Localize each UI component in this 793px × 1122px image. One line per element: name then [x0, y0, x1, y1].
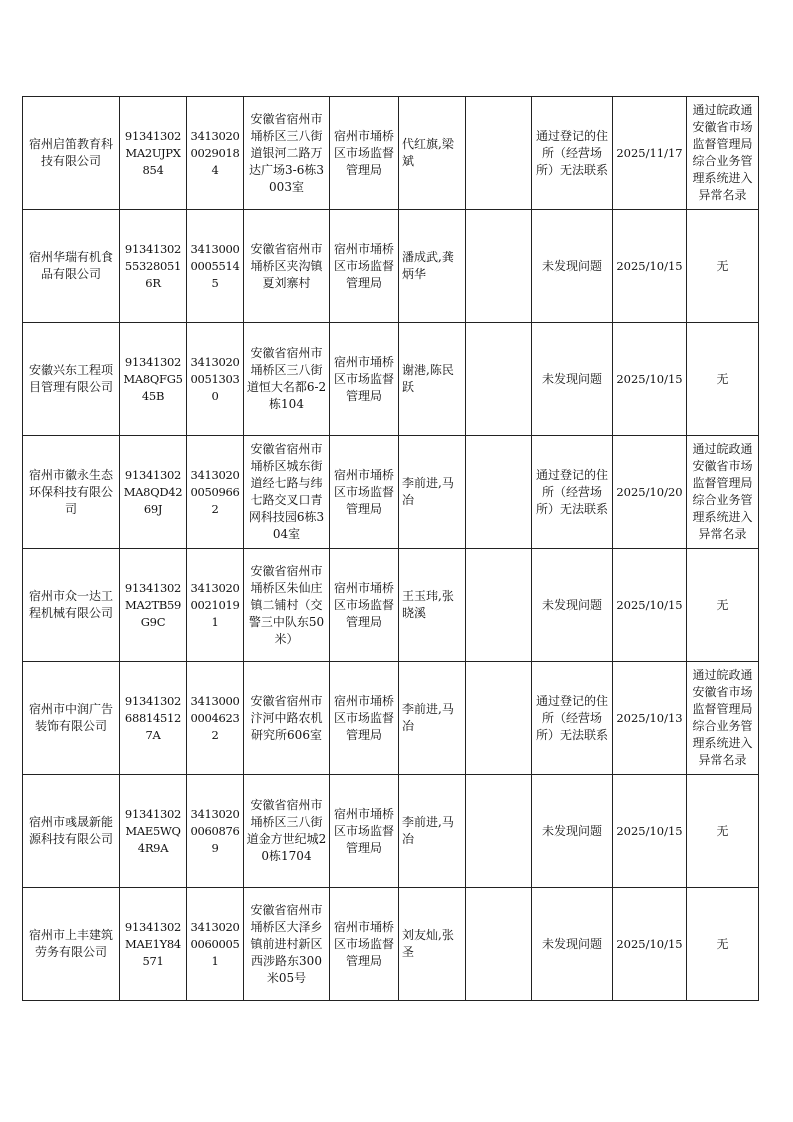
result-cell: 未发现问题	[532, 210, 613, 323]
date-cell: 2025/10/15	[613, 210, 687, 323]
inspectors-cell: 谢港,陈民跃	[399, 323, 466, 436]
inspectors-cell: 潘成武,龚炳华	[399, 210, 466, 323]
company-name-cell: 宿州市彧晟新能源科技有限公司	[23, 775, 120, 888]
credit-code-cell: 91341302MAE5WQ4R9A	[120, 775, 187, 888]
action-cell: 通过皖政通安徽省市场监督管理局综合业务管理系统进入异常名录	[687, 97, 759, 210]
result-cell: 未发现问题	[532, 323, 613, 436]
company-name-cell: 宿州华瑞有机食品有限公司	[23, 210, 120, 323]
company-name-cell: 宿州市中润广告装饰有限公司	[23, 662, 120, 775]
action-cell: 无	[687, 323, 759, 436]
inspectors-cell: 王玉玮,张晓溪	[399, 549, 466, 662]
empty-cell	[466, 210, 532, 323]
inspection-table	[22, 96, 759, 1001]
credit-code-cell: 91341302MAE1Y84571	[120, 888, 187, 1001]
empty-cell	[466, 436, 532, 549]
empty-cell	[466, 549, 532, 662]
address-cell: 安徽省宿州市汴河中路农机研究所606室	[244, 662, 330, 775]
date-cell: 2025/10/20	[613, 436, 687, 549]
table-body	[23, 97, 759, 1001]
table-row	[23, 97, 759, 210]
inspectors-cell: 刘友灿,张圣	[399, 888, 466, 1001]
address-cell: 安徽省宿州市埇桥区大泽乡镇前进村新区西涉路东300米05号	[244, 888, 330, 1001]
table-row	[23, 210, 759, 323]
registration-number-cell: 341302000210191	[187, 549, 244, 662]
registration-number-cell: 341300000055145	[187, 210, 244, 323]
company-name-cell: 宿州市众一达工程机械有限公司	[23, 549, 120, 662]
action-cell: 通过皖政通安徽省市场监督管理局综合业务管理系统进入异常名录	[687, 662, 759, 775]
date-cell: 2025/10/13	[613, 662, 687, 775]
address-cell: 安徽省宿州市埇桥区三八街道金方世纪城20栋1704	[244, 775, 330, 888]
credit-code-cell: 91341302MA8QD4269J	[120, 436, 187, 549]
credit-code-cell: 91341302688145127A	[120, 662, 187, 775]
credit-code-cell: 91341302MA2TB59G9C	[120, 549, 187, 662]
registration-number-cell: 341302000600051	[187, 888, 244, 1001]
agency-cell: 宿州市埇桥区市场监督管理局	[330, 549, 399, 662]
company-name-cell: 安徽兴东工程项目管理有限公司	[23, 323, 120, 436]
table-row	[23, 775, 759, 888]
company-name-cell: 宿州市上丰建筑劳务有限公司	[23, 888, 120, 1001]
action-cell: 无	[687, 210, 759, 323]
date-cell: 2025/11/17	[613, 97, 687, 210]
result-cell: 通过登记的住所（经营场所）无法联系	[532, 436, 613, 549]
address-cell: 安徽省宿州市埇桥区朱仙庄镇二铺村（交警三中队东50米）	[244, 549, 330, 662]
table-row	[23, 436, 759, 549]
registration-number-cell: 341302000608769	[187, 775, 244, 888]
registration-number-cell: 341300000046232	[187, 662, 244, 775]
company-name-cell: 宿州启笛教育科技有限公司	[23, 97, 120, 210]
agency-cell: 宿州市埇桥区市场监督管理局	[330, 210, 399, 323]
empty-cell	[466, 662, 532, 775]
inspectors-cell: 代红旗,梁斌	[399, 97, 466, 210]
registration-number-cell: 341302000290184	[187, 97, 244, 210]
date-cell: 2025/10/15	[613, 775, 687, 888]
agency-cell: 宿州市埇桥区市场监督管理局	[330, 775, 399, 888]
registration-number-cell: 341302000513030	[187, 323, 244, 436]
table-row	[23, 323, 759, 436]
company-name-cell: 宿州市徽永生态环保科技有限公司	[23, 436, 120, 549]
agency-cell: 宿州市埇桥区市场监督管理局	[330, 662, 399, 775]
credit-code-cell: 91341302553280516R	[120, 210, 187, 323]
agency-cell: 宿州市埇桥区市场监督管理局	[330, 97, 399, 210]
result-cell: 通过登记的住所（经营场所）无法联系	[532, 97, 613, 210]
action-cell: 通过皖政通安徽省市场监督管理局综合业务管理系统进入异常名录	[687, 436, 759, 549]
inspectors-cell: 李前进,马冶	[399, 662, 466, 775]
agency-cell: 宿州市埇桥区市场监督管理局	[330, 436, 399, 549]
table-row	[23, 549, 759, 662]
action-cell: 无	[687, 775, 759, 888]
empty-cell	[466, 775, 532, 888]
empty-cell	[466, 323, 532, 436]
action-cell: 无	[687, 549, 759, 662]
inspectors-cell: 李前进,马冶	[399, 775, 466, 888]
result-cell: 未发现问题	[532, 888, 613, 1001]
inspectors-cell: 李前进,马冶	[399, 436, 466, 549]
empty-cell	[466, 97, 532, 210]
credit-code-cell: 91341302MA2UJPX854	[120, 97, 187, 210]
result-cell: 通过登记的住所（经营场所）无法联系	[532, 662, 613, 775]
date-cell: 2025/10/15	[613, 888, 687, 1001]
registration-number-cell: 341302000509662	[187, 436, 244, 549]
credit-code-cell: 91341302MA8QFG545B	[120, 323, 187, 436]
date-cell: 2025/10/15	[613, 323, 687, 436]
address-cell: 安徽省宿州市埇桥区三八街道银河二路万达广场3-6栋3003室	[244, 97, 330, 210]
agency-cell: 宿州市埇桥区市场监督管理局	[330, 888, 399, 1001]
date-cell: 2025/10/15	[613, 549, 687, 662]
empty-cell	[466, 888, 532, 1001]
address-cell: 安徽省宿州市埇桥区夹沟镇夏刘寨村	[244, 210, 330, 323]
agency-cell: 宿州市埇桥区市场监督管理局	[330, 323, 399, 436]
table-row	[23, 888, 759, 1001]
address-cell: 安徽省宿州市埇桥区三八街道恒大名都6-2栋104	[244, 323, 330, 436]
table-row	[23, 662, 759, 775]
result-cell: 未发现问题	[532, 549, 613, 662]
action-cell: 无	[687, 888, 759, 1001]
result-cell: 未发现问题	[532, 775, 613, 888]
address-cell: 安徽省宿州市埇桥区城东街道经七路与纬七路交叉口青网科技园6栋304室	[244, 436, 330, 549]
